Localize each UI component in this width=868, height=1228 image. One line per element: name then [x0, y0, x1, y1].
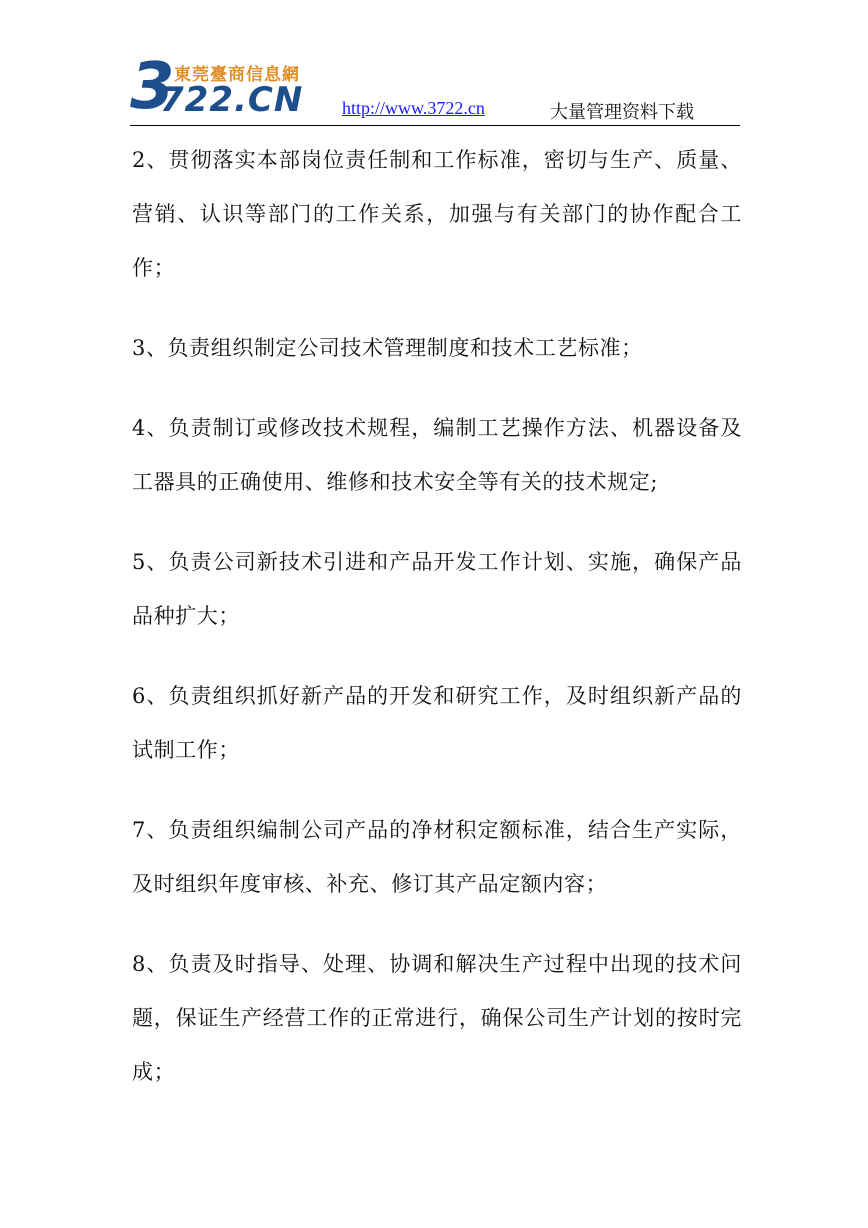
logo-chinese-name: 東莞臺商信息網 [174, 65, 300, 85]
site-logo[interactable] [130, 50, 310, 124]
paragraph-item-4: 4、负责制订或修改技术规程，编制工艺操作方法、机器设备及工器具的正确使用、维修和技术安全等有关的技术规定; [132, 416, 742, 494]
header-divider [130, 125, 740, 126]
paragraph-item-5: 5、负责公司新技术引进和产品开发工作计划、实施，确保产品品种扩大； [132, 550, 742, 628]
header-slogan: 大量管理资料下载 [550, 102, 694, 123]
paragraph-item-2: 2、贯彻落实本部岗位责任制和工作标准，密切与生产、质量、营销、认识等部门的工作关系，加强与有关部门的协作配合工作； [132, 148, 742, 280]
logo-number: 3 [130, 50, 175, 124]
page-header [130, 50, 740, 126]
paragraph-item-6: 6、负责组织抓好新产品的开发和研究工作，及时组织新产品的试制工作； [132, 684, 742, 762]
paragraph-item-3: 3、负责组织制定公司技术管理制度和技术工艺标准； [132, 336, 643, 360]
paragraph-item-8: 8、负责及时指导、处理、协调和解决生产过程中出现的技术问题，保证生产经营工作的正常进行，确保公司生产计划的按时完成； [132, 952, 742, 1084]
paragraph-item-7: 7、负责组织编制公司产品的净材积定额标准，结合生产实际，及时组织年度审核、补充、修订其产品定额内容； [132, 818, 742, 896]
document-body [132, 133, 742, 1125]
logo-domain: 722.CN [160, 80, 304, 120]
site-url-link[interactable]: http://www.3722.cn [342, 98, 485, 118]
